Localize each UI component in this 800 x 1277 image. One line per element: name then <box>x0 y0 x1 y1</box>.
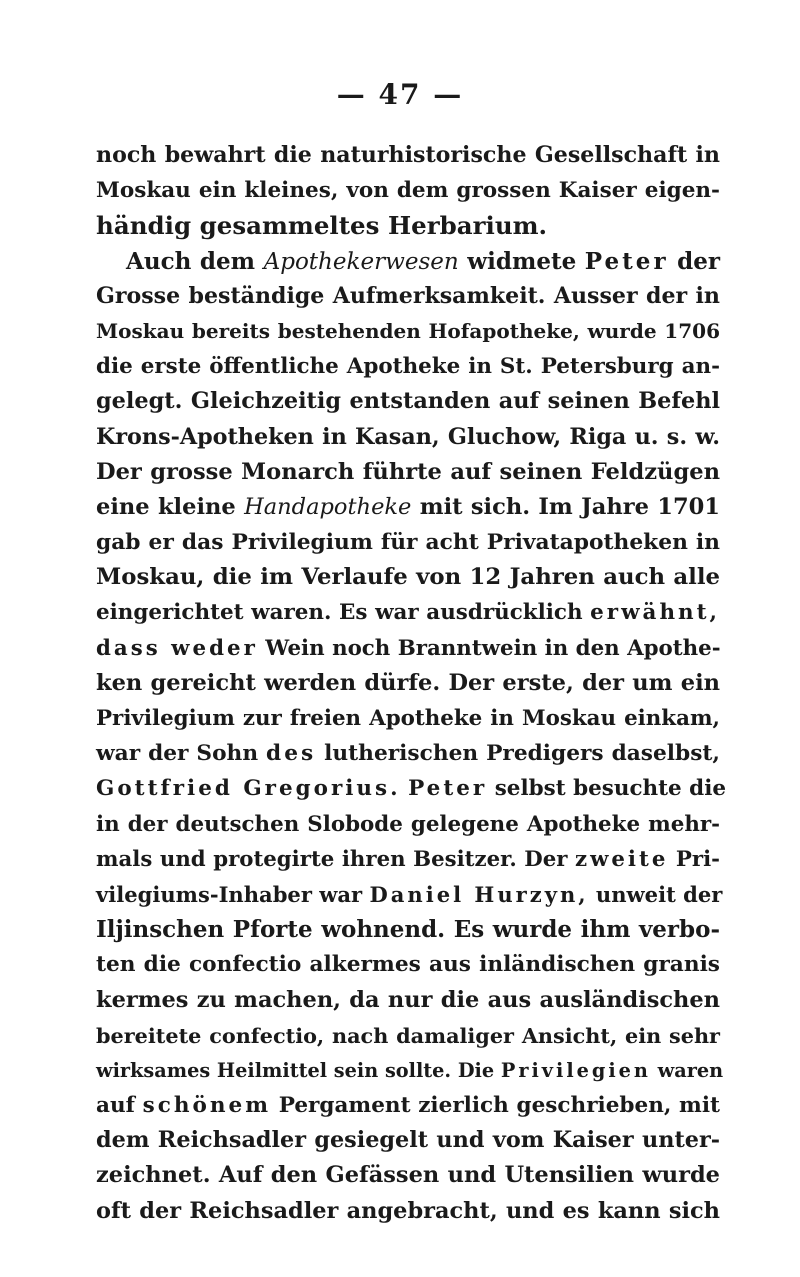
text-line: noch bewahrt die naturhistorische Gesellschaft in <box>96 142 720 168</box>
text-line: gab er das Privilegium für acht Privatapotheken in <box>96 530 720 556</box>
text-line: ten die confectio alkermes aus inländischen granis <box>96 952 720 978</box>
spaced-word: schönem <box>142 1093 272 1119</box>
text-line: vilegiums-Inhaber war Daniel Hurzyn, unweit der <box>96 881 723 907</box>
text-line: Krons-Apotheken in Kasan, Gluchow, Riga u. s. w. <box>96 423 720 450</box>
text-line: eingerichtet waren. Es war ausdrücklich erwähnt, <box>96 600 720 626</box>
italic-term: Handapotheke <box>244 493 412 520</box>
text-line: wirksames Heilmittel sein sollte. Die Privilegien waren <box>96 1058 724 1082</box>
text-line: eine kleine Handapotheke mit sich. Im Jahre 1701 <box>96 493 720 520</box>
page-number: — 47 — <box>336 78 464 111</box>
text-line: die erste öffentliche Apotheke in St. Petersburg an- <box>96 354 720 380</box>
text-line: kermes zu machen, da nur die aus ausländischen <box>96 986 720 1013</box>
text-line: Moskau, die im Verlaufe von 12 Jahren auch alle <box>96 564 720 591</box>
text-line: Der grosse Monarch führte auf seinen Feldzügen <box>96 458 720 485</box>
italic-term: Apothekerwesen <box>263 248 459 275</box>
spaced-word: dass weder <box>96 635 258 661</box>
text-line: in der deutschen Slobode gelegene Apotheke mehr- <box>96 811 720 837</box>
text-line: mals und protegirte ihren Besitzer. Der zweite Pri- <box>96 846 720 872</box>
text-line: gelegt. Gleichzeitig entstanden auf seinen Befehl <box>96 388 720 415</box>
text-line: Privilegium zur freien Apotheke in Moskau einkam, <box>96 706 720 731</box>
text-line: Moskau ein kleines, von dem grossen Kaiser eigen- <box>96 178 720 204</box>
text-line: zeichnet. Auf den Gefässen und Utensilien wurde <box>96 1162 720 1189</box>
text-line: Grosse beständige Aufmerksamkeit. Ausser der in <box>96 282 720 309</box>
spaced-word: erwähnt, <box>590 600 720 626</box>
text-line: Gottfried Gregorius. Peter selbst besuchte die <box>96 776 727 802</box>
text-line: oft der Reichsadler angebracht, und es kann sich <box>96 1197 720 1224</box>
spaced-name: Gottfried Gregorius. <box>96 776 401 802</box>
text-line: dass weder Wein noch Branntwein in den Apothe- <box>96 635 721 661</box>
spaced-word: zweite <box>575 846 669 872</box>
text-line: bereitete confectio, nach damaliger Ansicht, ein sehr <box>96 1022 720 1048</box>
spaced-name: Peter <box>408 776 488 802</box>
text-line: Auch dem Apothekerwesen widmete Peter der <box>126 247 720 275</box>
text-line: auf schönem Pergament zierlich geschrieben, mit <box>96 1093 720 1119</box>
text-line: ken gereicht werden dürfe. Der erste, der um ein <box>96 669 720 696</box>
body-text <box>96 138 727 1229</box>
spaced-name: Daniel Hurzyn, <box>369 881 589 907</box>
text-line: Iljinschen Pforte wohnend. Es wurde ihm verbo- <box>96 916 720 944</box>
text-line: war der Sohn des lutherischen Predigers daselbst, <box>96 741 720 767</box>
spaced-name: Peter <box>584 247 669 275</box>
spaced-word: des <box>266 741 317 767</box>
spaced-word: Privilegien <box>500 1058 651 1082</box>
text-line: Moskau bereits bestehenden Hofapotheke, wurde 1706 <box>96 318 720 343</box>
text-line: dem Reichsadler gesiegelt und vom Kaiser unter- <box>96 1127 720 1154</box>
text-line: händig gesammeltes Herbarium. <box>96 211 548 241</box>
